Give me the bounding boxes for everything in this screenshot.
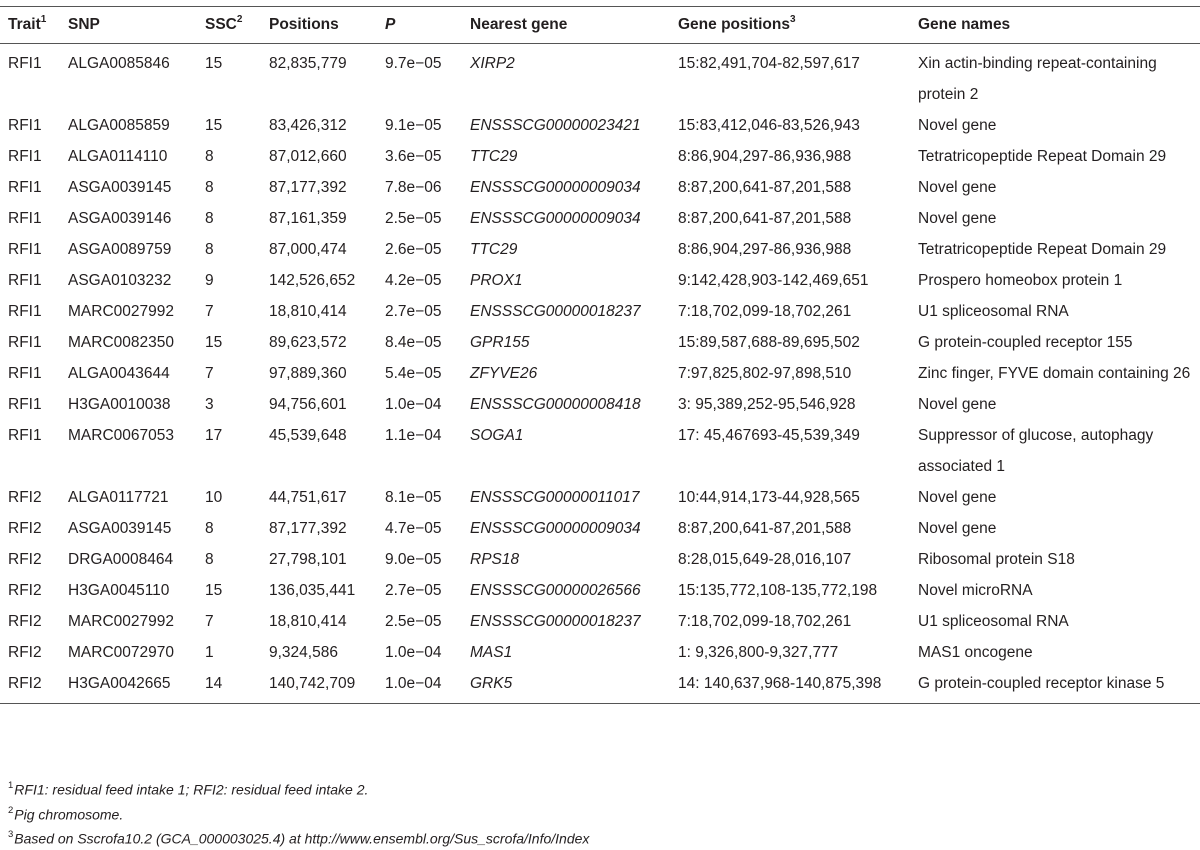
p-value-cell: 1.0e−04 — [385, 396, 442, 413]
p-value-cell: 3.6e−05 — [385, 148, 442, 165]
gene-name-cell: G protein-coupled receptor kinase 5 — [918, 675, 1165, 692]
ssc-cell: 10 — [205, 489, 223, 506]
position-cell: 45,539,648 — [269, 427, 347, 444]
p-value-cell: 8.4e−05 — [385, 334, 442, 351]
position-cell: 18,810,414 — [269, 303, 347, 320]
gene-name-cell: Zinc finger, FYVE domain containing 26 — [918, 365, 1191, 382]
nearest-gene-cell: RPS18 — [470, 551, 520, 568]
snp-cell: ALGA0114110 — [68, 148, 168, 165]
position-cell: 89,623,572 — [269, 334, 347, 351]
nearest-gene-cell: ENSSSCG00000023421 — [470, 117, 641, 134]
snp-cell: H3GA0010038 — [68, 396, 171, 413]
ssc-cell: 15 — [205, 334, 223, 351]
gene-position-cell: 17: 45,467693-45,539,349 — [678, 427, 860, 444]
position-cell: 94,756,601 — [269, 396, 347, 413]
nearest-gene-cell: TTC29 — [470, 241, 518, 258]
ssc-cell: 8 — [205, 551, 214, 568]
p-value-cell: 9.7e−05 — [385, 55, 442, 72]
nearest-gene-cell: SOGA1 — [470, 427, 524, 444]
gene-position-cell: 3: 95,389,252-95,546,928 — [678, 396, 856, 413]
table-row — [0, 544, 1200, 575]
nearest-gene-cell: ENSSSCG00000009034 — [470, 179, 641, 196]
gene-position-cell: 7:18,702,099-18,702,261 — [678, 613, 852, 630]
footnote — [8, 825, 589, 850]
gene-name-cell: Novel gene — [918, 117, 997, 134]
table-row — [0, 513, 1200, 544]
header-gene-names: Gene names — [910, 7, 1200, 44]
header-trait: Trait$^1$ — [0, 7, 60, 44]
table-row — [0, 420, 1200, 482]
footnote-mark: 2 — [8, 804, 14, 816]
position-cell: 87,012,660 — [269, 148, 347, 165]
trait-cell: RFI2 — [8, 520, 42, 537]
nearest-gene-cell: ENSSSCG00000018237 — [470, 613, 641, 630]
gene-name-cell: Ribosomal protein S18 — [918, 551, 1075, 568]
gene-position-cell: 8:87,200,641-87,201,588 — [678, 210, 852, 227]
table-body — [0, 44, 1200, 704]
p-value-cell: 7.8e−06 — [385, 179, 442, 196]
gene-name-cell: Tetratricopeptide Repeat Domain 29 — [918, 148, 1167, 165]
position-cell: 9,324,586 — [269, 644, 338, 661]
table-row — [0, 110, 1200, 141]
ssc-cell: 1 — [205, 644, 214, 661]
snp-cell: ASGA0103232 — [68, 272, 172, 289]
position-cell: 44,751,617 — [269, 489, 347, 506]
ssc-cell: 15 — [205, 582, 223, 599]
trait-cell: RFI2 — [8, 582, 42, 599]
snp-cell: MARC0027992 — [68, 613, 174, 630]
nearest-gene-cell: GPR155 — [470, 334, 530, 351]
gene-position-cell: 8:87,200,641-87,201,588 — [678, 179, 852, 196]
snp-cell: MARC0067053 — [68, 427, 174, 444]
footnote-mark: 1 — [8, 780, 14, 791]
table-row — [0, 44, 1200, 111]
ssc-cell: 14 — [205, 675, 223, 692]
gene-position-cell: 1: 9,326,800-9,327,777 — [678, 644, 839, 661]
gene-name-cell: Novel gene — [918, 210, 997, 227]
header-snp: SNP — [60, 7, 197, 44]
gene-name-cell: Prospero homeobox protein 1 — [918, 272, 1123, 289]
gene-name-cell: U1 spliceosomal RNA — [918, 613, 1069, 630]
nearest-gene-cell: MAS1 — [470, 644, 513, 661]
footnotes — [8, 776, 589, 850]
position-cell: 140,742,709 — [269, 675, 356, 692]
footnote-mark: 3 — [8, 829, 14, 841]
nearest-gene-cell: TTC29 — [470, 148, 518, 165]
header-positions: Positions — [261, 7, 377, 44]
trait-cell: RFI2 — [8, 613, 42, 630]
table-row — [0, 296, 1200, 327]
position-cell: 87,177,392 — [269, 520, 347, 537]
snp-cell: ALGA0085846 — [68, 55, 170, 72]
ssc-cell: 8 — [205, 210, 214, 227]
snp-cell: MARC0072970 — [68, 644, 174, 661]
snp-cell: H3GA0042665 — [68, 675, 171, 692]
nearest-gene-cell: ENSSSCG00000011017 — [470, 489, 640, 506]
ssc-cell: 17 — [205, 427, 223, 444]
trait-cell: RFI1 — [8, 365, 42, 382]
trait-cell: RFI2 — [8, 675, 42, 692]
ssc-cell: 8 — [205, 520, 214, 537]
p-value-cell: 2.6e−05 — [385, 241, 442, 258]
p-value-cell: 4.7e−05 — [385, 520, 442, 537]
nearest-gene-cell: PROX1 — [470, 272, 523, 289]
footnote-text: Based on Sscrofa10.2 (GCA_000003025.4) at http://www.ensembl.org/Sus_scrofa/Info/Index — [14, 830, 590, 847]
ssc-cell: 9 — [205, 272, 214, 289]
trait-cell: RFI1 — [8, 334, 42, 351]
header-nearest-gene: Nearest gene — [462, 7, 670, 44]
trait-cell: RFI2 — [8, 644, 42, 661]
p-value-cell: 1.0e−04 — [385, 675, 442, 692]
position-cell: 136,035,441 — [269, 582, 356, 599]
ssc-cell: 3 — [205, 396, 214, 413]
footnote-text: RFI1: residual feed intake 1; RFI2: residual feed intake 2. — [14, 781, 369, 798]
trait-cell: RFI2 — [8, 489, 42, 506]
p-value-cell: 2.5e−05 — [385, 210, 442, 227]
gene-position-cell: 15:89,587,688-89,695,502 — [678, 334, 860, 351]
trait-cell: RFI1 — [8, 55, 42, 72]
snp-cell: MARC0027992 — [68, 303, 174, 320]
gene-position-cell: 15:83,412,046-83,526,943 — [678, 117, 860, 134]
ssc-cell: 8 — [205, 148, 214, 165]
table-row — [0, 668, 1200, 704]
gene-name-cell: G protein-coupled receptor 155 — [918, 334, 1133, 351]
trait-cell: RFI1 — [8, 179, 42, 196]
gene-position-cell: 15:82,491,704-82,597,617 — [678, 55, 860, 72]
gene-position-cell: 8:86,904,297-86,936,988 — [678, 148, 852, 165]
snp-cell: ALGA0043644 — [68, 365, 170, 382]
p-value-cell: 1.0e−04 — [385, 644, 442, 661]
gene-position-cell: 7:97,825,802-97,898,510 — [678, 365, 852, 382]
gene-position-cell: 15:135,772,108-135,772,198 — [678, 582, 878, 599]
snp-cell: DRGA0008464 — [68, 551, 174, 568]
gene-name-cell: Novel gene — [918, 179, 997, 196]
p-value-cell: 1.1e−04 — [385, 427, 442, 444]
nearest-gene-cell: XIRP2 — [470, 55, 515, 72]
position-cell: 87,000,474 — [269, 241, 347, 258]
p-value-cell: 5.4e−05 — [385, 365, 442, 382]
gene-name-cell: Novel gene — [918, 520, 997, 537]
position-cell: 87,177,392 — [269, 179, 347, 196]
snp-cell: ALGA0085859 — [68, 117, 170, 134]
snp-cell: ASGA0039146 — [68, 210, 172, 227]
position-cell: 18,810,414 — [269, 613, 347, 630]
gene-position-cell: 14: 140,637,968-140,875,398 — [678, 675, 882, 692]
gene-position-cell: 8:28,015,649-28,016,107 — [678, 551, 852, 568]
gene-position-cell: 10:44,914,173-44,928,565 — [678, 489, 860, 506]
trait-cell: RFI2 — [8, 551, 42, 568]
p-value-cell: 2.7e−05 — [385, 303, 442, 320]
ssc-cell: 8 — [205, 179, 214, 196]
p-value-cell: 4.2e−05 — [385, 272, 442, 289]
nearest-gene-cell: ZFYVE26 — [470, 365, 538, 382]
gene-position-cell: 7:18,702,099-18,702,261 — [678, 303, 852, 320]
trait-cell: RFI1 — [8, 272, 42, 289]
table-row — [0, 265, 1200, 296]
p-value-cell: 2.7e−05 — [385, 582, 442, 599]
table-row — [0, 327, 1200, 358]
table-row — [0, 637, 1200, 668]
gene-name-cell: Xin actin-binding repeat-containing protein 2 — [918, 55, 1157, 103]
header-gene-positions: Gene positions$^3$ — [670, 7, 910, 44]
gene-position-cell: 8:86,904,297-86,936,988 — [678, 241, 852, 258]
snp-cell: ASGA0089759 — [68, 241, 172, 258]
footnote — [8, 801, 589, 826]
gene-position-cell: 8:87,200,641-87,201,588 — [678, 520, 852, 537]
table-row — [0, 575, 1200, 606]
ssc-cell: 15 — [205, 117, 223, 134]
position-cell: 27,798,101 — [269, 551, 347, 568]
nearest-gene-cell: GRK5 — [470, 675, 513, 692]
header-p: P — [377, 7, 462, 44]
table-header-row — [0, 7, 1200, 44]
gene-name-cell: Suppressor of glucose, autophagy associated 1 — [918, 427, 1154, 475]
trait-cell: RFI1 — [8, 241, 42, 258]
gene-name-cell: Tetratricopeptide Repeat Domain 29 — [918, 241, 1167, 258]
table-row — [0, 482, 1200, 513]
ssc-cell: 7 — [205, 365, 214, 382]
snp-cell: H3GA0045110 — [68, 582, 170, 599]
nearest-gene-cell: ENSSSCG00000009034 — [470, 210, 641, 227]
trait-cell: RFI1 — [8, 210, 42, 227]
gene-name-cell: Novel gene — [918, 489, 997, 506]
gene-name-cell: Novel gene — [918, 396, 997, 413]
position-cell: 97,889,360 — [269, 365, 347, 382]
trait-cell: RFI1 — [8, 427, 42, 444]
snp-cell: MARC0082350 — [68, 334, 174, 351]
nearest-gene-cell: ENSSSCG00000026566 — [470, 582, 641, 599]
p-value-cell: 8.1e−05 — [385, 489, 442, 506]
nearest-gene-cell: ENSSSCG00000008418 — [470, 396, 641, 413]
trait-cell: RFI1 — [8, 148, 42, 165]
table-row — [0, 203, 1200, 234]
gene-name-cell: MAS1 oncogene — [918, 644, 1033, 661]
footnote — [8, 776, 589, 801]
footnote-text: Pig chromosome. — [14, 806, 124, 823]
table-row — [0, 358, 1200, 389]
snp-cell: ASGA0039145 — [68, 179, 172, 196]
position-cell: 83,426,312 — [269, 117, 347, 134]
position-cell: 142,526,652 — [269, 272, 356, 289]
ssc-cell: 8 — [205, 241, 214, 258]
snp-cell: ALGA0117721 — [68, 489, 169, 506]
table-row — [0, 234, 1200, 265]
header-ssc: SSC$^2$ — [197, 7, 261, 44]
gene-name-cell: U1 spliceosomal RNA — [918, 303, 1069, 320]
table-row — [0, 172, 1200, 203]
gene-position-cell: 9:142,428,903-142,469,651 — [678, 272, 869, 289]
snp-cell: ASGA0039145 — [68, 520, 172, 537]
snp-table — [0, 6, 1200, 704]
trait-cell: RFI1 — [8, 117, 42, 134]
p-value-cell: 9.1e−05 — [385, 117, 442, 134]
ssc-cell: 7 — [205, 613, 214, 630]
position-cell: 87,161,359 — [269, 210, 347, 227]
ssc-cell: 7 — [205, 303, 214, 320]
trait-cell: RFI1 — [8, 396, 42, 413]
p-value-cell: 2.5e−05 — [385, 613, 442, 630]
table-row — [0, 389, 1200, 420]
p-value-cell: 9.0e−05 — [385, 551, 442, 568]
nearest-gene-cell: ENSSSCG00000009034 — [470, 520, 641, 537]
position-cell: 82,835,779 — [269, 55, 347, 72]
ssc-cell: 15 — [205, 55, 223, 72]
table-row — [0, 606, 1200, 637]
trait-cell: RFI1 — [8, 303, 42, 320]
nearest-gene-cell: ENSSSCG00000018237 — [470, 303, 641, 320]
table-row — [0, 141, 1200, 172]
gene-name-cell: Novel microRNA — [918, 582, 1033, 599]
